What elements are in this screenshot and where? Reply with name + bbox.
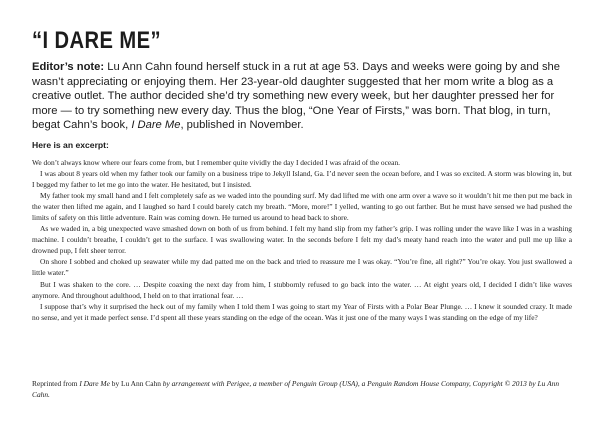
excerpt-body	[32, 157, 572, 323]
excerpt-paragraph: I suppose that’s why it surprised the heck out of my family when I told them I was going to start my Year of Firsts with a Polar Bear Plunge. … I knew it sounded crazy. It made no sense, and yet it made perfect sense. I’d spent all these years standing on the edge of the ocean. Was it just one of the many ways I was standing on the edge of my life?	[32, 301, 572, 322]
excerpt-paragraph: I was about 8 years old when my father took our family on a business tripe to Jekyll Island, Ga. I’d never seen the ocean before, and I was so excited. A storm was blowing in, but I begged my father to let me go into the water. He hesitated, but I insisted.	[32, 169, 572, 190]
credit-book-title: I Dare Me	[79, 379, 110, 388]
excerpt-paragraph: We don’t always know where our fears come from, but I remember quite vividly the day I decided I was afraid of the ocean.	[32, 158, 401, 167]
editors-note-text-end: , published in November.	[180, 119, 304, 131]
excerpt-paragraph: But I was shaken to the core. … Despite coaxing the next day from him, I stubbornly refused to go back into the water. … At eight years old, I decided I didn’t like waves anymore. And throughout adulthood, I held on to that irrational fear. …	[32, 279, 572, 300]
excerpt-paragraph: As we waded in, a big unexpected wave smashed down on both of us from behind. I felt my hand slip from my father’s grip. I was rolling under the wave like I was in a washing machine. I couldn’t breathe, I couldn’t get to the surface. I was swallowing water. In the seconds before I felt my dad’s meaty hand reach into the water and pull me up like a drowned pup, I felt sheer terror.	[32, 224, 572, 256]
excerpt-paragraph: On shore I sobbed and choked up seawater while my dad patted me on the back and tried to reassure me I was okay. “You’re fine, all right?” You’re okay. You just swallowed a little water.”	[32, 257, 572, 278]
article-title: “I DARE ME”	[32, 27, 161, 54]
editors-note-text: Lu Ann Cahn found herself stuck in a rut at age 53. Days and weeks were going by and she wasn’t appreciating or enjoying them. Her 23-year-old daughter suggested that her mom write a blog as a creative outlet. The author decided she’d try something new every week, but her daughter pressed her for more — to try something new every day. Thus the blog, “One Year of Firsts,” was born. That blog, in turn, begat Cahn’s book,	[32, 61, 560, 131]
credit-author: by Lu Ann Cahn	[109, 379, 163, 388]
excerpt-paragraph: My father took my small hand and I felt completely safe as we waded into the pounding surf. My dad lifted me with one arm over a wave so it wouldn’t hit me then put me back in the water then lifted me again, and I laughed so hard I could barely catch my breath. “More, more!” I yelled, wanting to go out farther. But he must have sensed we had pushed the limits of safety on this little adventure. Rain was coming down. He turned us around to head back to shore.	[32, 191, 572, 223]
editors-note	[32, 60, 572, 133]
editors-note-book-title: I Dare Me	[131, 119, 181, 131]
excerpt-heading: Here is an excerpt:	[32, 140, 109, 150]
editors-note-label: Editor’s note:	[32, 61, 105, 73]
credit-publisher: by arrangement with Perigee, a member of Penguin Group (USA), a Penguin Random House Company, Copyright © 2013 by Lu Ann Cahn.	[32, 379, 560, 399]
credit-prefix: Reprinted from	[32, 379, 80, 388]
reprint-credit	[32, 378, 562, 400]
